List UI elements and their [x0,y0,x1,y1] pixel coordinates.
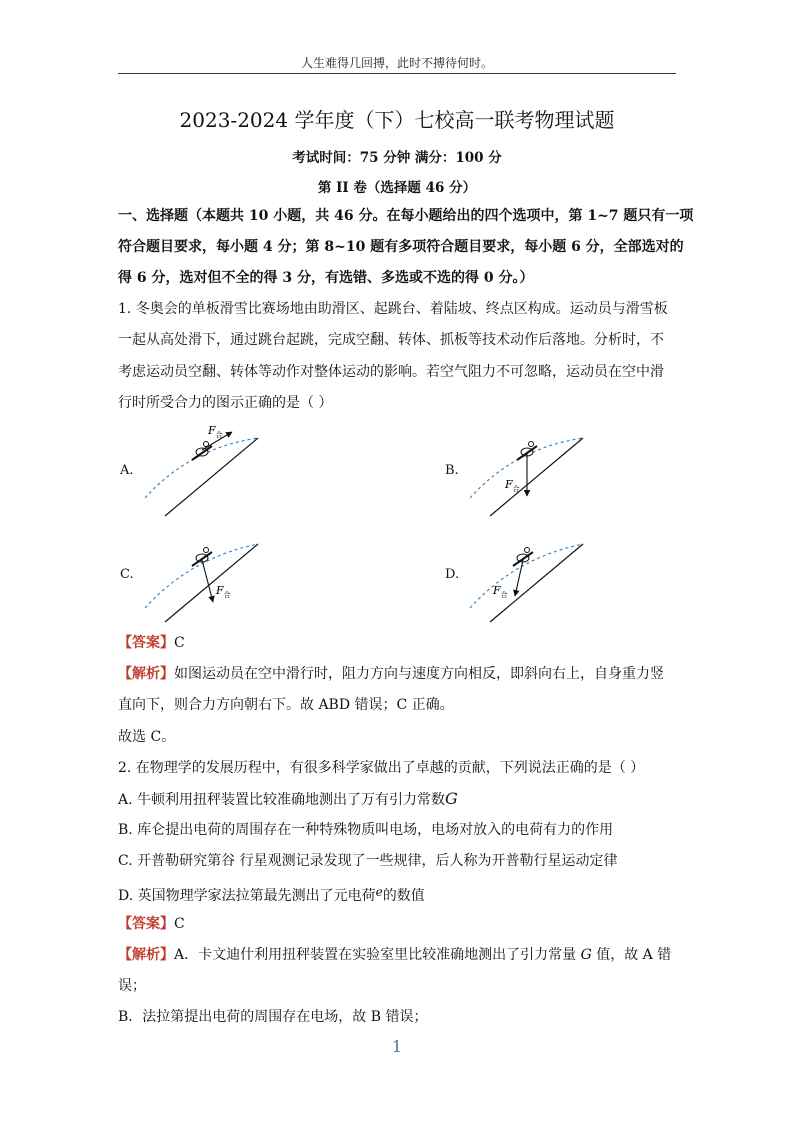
q1-option-a-label: A. [120,463,134,478]
exam-info: 考试时间：75 分钟 满分：100 分 [292,150,502,166]
q1-analysis-line-1: 【解析】如图运动员在空中滑行时，阻力方向与速度方向相反，即斜向右上，自身重力竖 [118,666,664,682]
q1-figure-b [465,420,595,520]
q1-stem-line-3: 考虑运动员空翻、转体等动作对整体运动的影响。若空气阻力不可忽略，运动员在空中滑 [118,364,664,380]
page-header-motto: 人生难得几回搏，此时不搏待何时。 [300,56,493,70]
force-arrow-c [202,560,213,602]
section1-line-3: 得 6 分，选对但不全的得 3 分，有选错、多选或不选的得 0 分。） [118,270,534,286]
q2-answer: 【答案】C [118,916,185,932]
q1-option-c-label: C. [120,567,134,582]
q2-analysis-line-1: 【解析】A．卡文迪什利用扭秤装置在实验室里比较准确地测出了引力常量 G 值，故 A 错 [118,947,672,963]
q2-analysis-line-3: B．法拉第提出电荷的周围存在电场，故 B 错误； [118,1009,428,1025]
slope-c [165,544,258,622]
q1-figure-c [140,530,270,630]
q1-figure-d [465,530,595,630]
q1-analysis-line-2: 直向下，则合力方向朝右下。故 ABD 错误；C 正确。 [118,697,454,713]
slope-a [165,438,258,516]
skier-icon [513,548,533,567]
q1-stem-line-1: 1. 冬奥会的单板滑雪比赛场地由助滑区、起跳台、着陆坡、终点区构成。运动员与滑雪板 [118,301,668,317]
force-label-c: $F_合$ [216,584,231,599]
page-number: 1 [391,1037,403,1056]
q2-option-c: C. 开普勒研究第谷 行星观测记录发现了一些规律，后人称为开普勒行星运动定律 [118,853,618,869]
slope-b [490,438,583,516]
q1-stem-line-4: 行时所受合力的图示正确的是（ ） [118,395,333,411]
q1-stem-line-2: 一起从高处滑下，通过跳台起跳，完成空翻、转体、抓板等技术动作后落地。分析时，不 [118,332,664,348]
q2-option-d: D. 英国物理学家法拉第最先测出了元电荷e的数值 [118,885,425,904]
q1-analysis-line-3: 故选 C。 [118,729,176,745]
force-arrow-d [515,560,523,596]
q1-option-b-label: B. [445,463,459,478]
header-rule [118,73,676,74]
volume-heading: 第 II 卷（选择题 46 分） [317,180,477,196]
q1-answer: 【答案】C [118,635,185,651]
exam-title: 2023-2024 学年度（下）七校高一联考物理试题 [179,108,615,132]
force-label-b: $F_合$ [505,478,520,493]
skier-icon [192,442,212,461]
q2-analysis-line-2: 误； [118,978,146,994]
trajectory-a [145,438,258,498]
q1-figure-a [140,420,270,520]
trajectory-d [470,544,583,608]
force-label-a: $F_合$ [208,424,223,439]
force-label-d: $F_合$ [493,584,508,599]
section1-line-2: 符合题目要求，每小题 4 分；第 8~10 题有多项符合题目要求，每小题 6 分，全部选对的 [118,239,684,255]
q2-option-b: B. 库仑提出电荷的周围存在一种特殊物质叫电场，电场对放入的电荷有力的作用 [118,822,614,838]
q2-option-a: A. 牛顿利用扭秤装置比较准确地测出了万有引力常数G [118,789,458,808]
q2-stem: 2. 在物理学的发展历程中，有很多科学家做出了卓越的贡献，下列说法正确的是（ ） [118,760,645,776]
section1-line-1: 一、选择题（本题共 10 小题，共 46 分。在每小题给出的四个选项中，第 1~7 题只有一项 [118,208,694,224]
slope-d [490,544,583,622]
q1-option-d-label: D. [445,567,460,582]
